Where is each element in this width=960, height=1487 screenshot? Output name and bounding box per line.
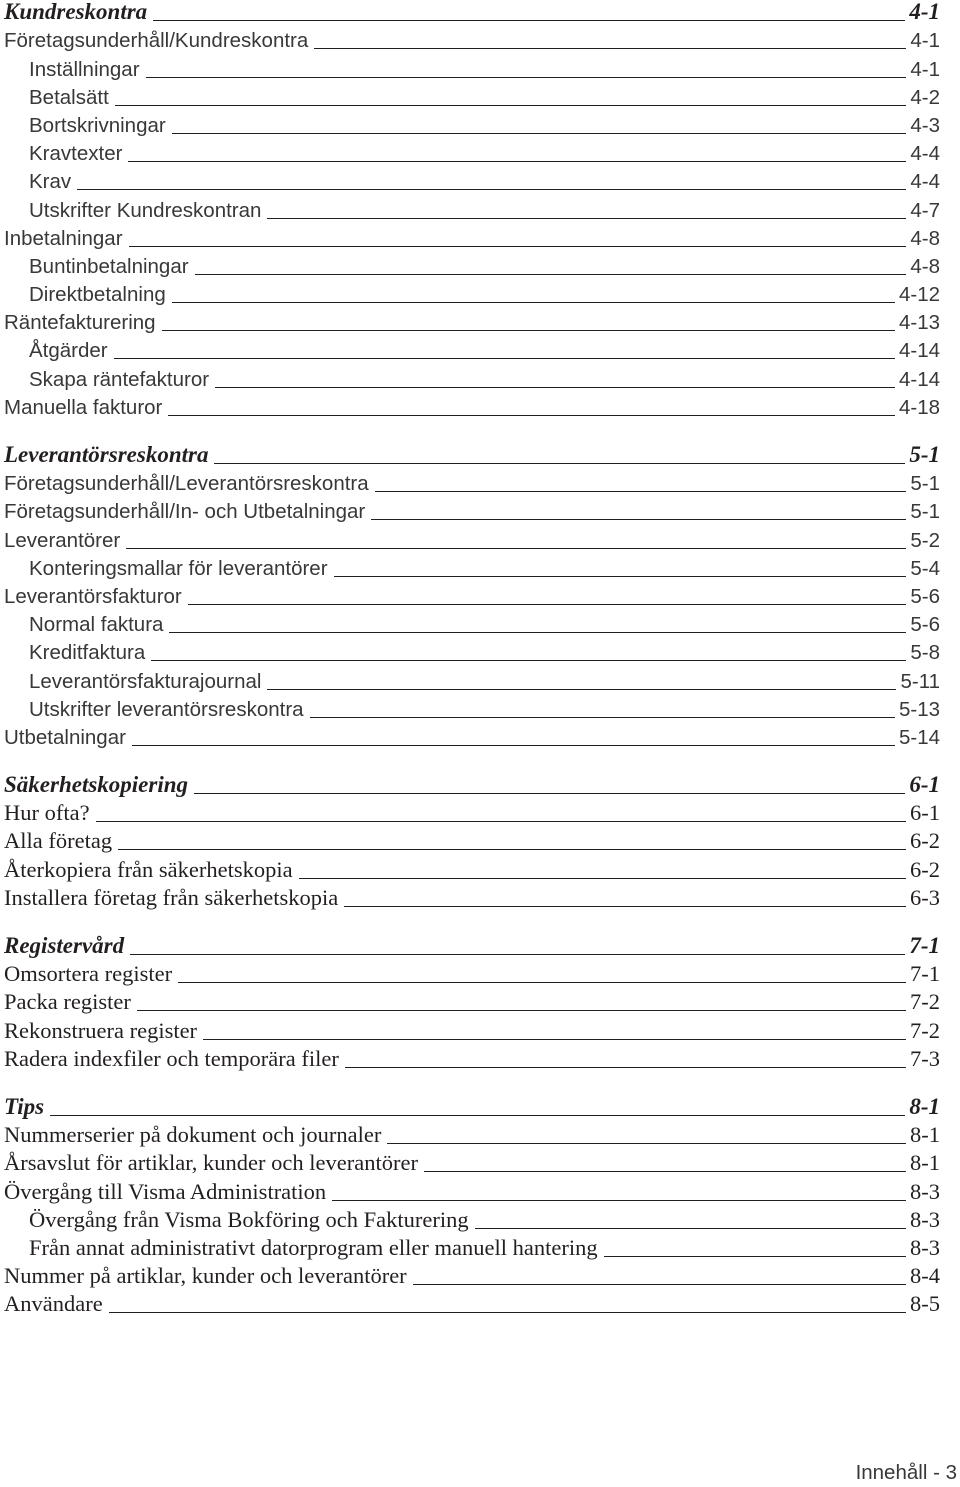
toc-leader-line: [178, 982, 906, 983]
toc-page-number: 4-1: [909, 0, 940, 25]
toc-entry: [4, 28, 940, 56]
toc-subentry: [4, 113, 940, 141]
toc-leader-line: [424, 1171, 906, 1172]
toc-page-number: 6-1: [909, 772, 940, 798]
toc-leader-line: [375, 491, 907, 492]
toc-leader-line: [332, 1200, 906, 1201]
toc-subentry: [4, 282, 940, 310]
toc-leader-line: [77, 189, 906, 190]
toc-entry: [4, 1123, 940, 1151]
toc-entry-label: Utskrifter Kundreskontran: [29, 198, 262, 222]
toc-entry-label: Återkopiera från säkerhetskopia: [4, 856, 293, 882]
toc-page-number: 5-1: [910, 500, 940, 524]
toc-entry: [4, 962, 940, 990]
toc-subentry: [4, 141, 940, 169]
toc-entry-label: Leverantörsfakturajournal: [29, 669, 262, 693]
toc-entry-label: Kreditfaktura: [29, 641, 146, 665]
toc-entry-label: Radera indexfiler och temporära filer: [4, 1045, 339, 1071]
toc-entry: [4, 1292, 940, 1320]
toc-entry-label: Kundreskontra: [4, 0, 148, 25]
toc-page-number: 4-18: [898, 395, 940, 419]
toc-page-number: 4-2: [910, 85, 940, 109]
toc-entry-label: Registervård: [4, 933, 125, 958]
toc-entry: [4, 857, 940, 885]
toc-entry-label: Från annat administrativt datorprogram eller manuell hantering: [29, 1234, 598, 1260]
toc-page-number: 6-1: [910, 800, 940, 826]
toc-subentry: [4, 697, 940, 725]
toc-page-number: 4-8: [910, 226, 940, 250]
toc-leader-line: [203, 1039, 906, 1040]
toc-page-number: 6-3: [910, 884, 940, 910]
toc-entry-label: Övergång till Visma Administration: [4, 1178, 327, 1204]
toc-leader-line: [126, 548, 906, 549]
toc-leader-line: [146, 77, 907, 78]
toc-entry-label: Säkerhetskopiering: [4, 772, 189, 798]
toc-entry-label: Rekonstruera register: [4, 1017, 198, 1043]
toc-page-number: 8-1: [909, 1093, 940, 1119]
toc-entry: [4, 226, 940, 254]
toc-subentry: [4, 366, 940, 394]
toc-entry: [4, 1179, 940, 1207]
toc-subentry: [4, 612, 940, 640]
toc-leader-line: [310, 717, 895, 718]
toc-leader-line: [130, 954, 905, 955]
toc-leader-line: [188, 604, 907, 605]
toc-chapter-heading: [4, 0, 940, 28]
toc-leader-line: [169, 632, 906, 633]
toc-page-number: 5-13: [898, 697, 940, 721]
toc-entry-label: Företagsunderhåll/Kundreskontra: [4, 29, 309, 53]
toc-section: [4, 443, 940, 753]
toc-leader-line: [195, 274, 907, 275]
toc-page-number: 4-1: [910, 29, 940, 53]
toc-page-number: 7-3: [910, 1045, 940, 1071]
toc-leader-line: [114, 358, 895, 359]
page-footer: Innehåll - 3: [855, 1461, 957, 1484]
toc-entry-label: Betalsätt: [29, 85, 109, 109]
toc-entry: [4, 310, 940, 338]
toc-entry-label: Konteringsmallar för leverantörer: [29, 556, 328, 580]
toc-entry: [4, 584, 940, 612]
toc-entry-label: Utskrifter leverantörsreskontra: [29, 697, 304, 721]
toc-page-number: 4-1: [910, 57, 940, 81]
toc-leader-line: [162, 330, 895, 331]
toc-entry-label: Hur ofta?: [4, 800, 90, 826]
toc-entry-label: Inbetalningar: [4, 226, 123, 250]
toc-entry: [4, 1018, 940, 1046]
toc-page-number: 4-14: [898, 339, 940, 363]
toc-page-number: 7-1: [910, 961, 940, 987]
toc-entry-label: Företagsunderhåll/Leverantörsreskontra: [4, 472, 369, 496]
toc-leader-line: [50, 1115, 905, 1116]
toc-leader-line: [115, 105, 907, 106]
toc-entry-label: Installera företag från säkerhetskopia: [4, 884, 339, 910]
toc-subentry: [4, 338, 940, 366]
toc-page-number: 5-1: [909, 442, 940, 467]
toc-entry: [4, 1151, 940, 1179]
toc-leader-line: [344, 906, 906, 907]
toc-leader-line: [413, 1284, 906, 1285]
toc-leader-line: [194, 793, 905, 794]
toc-page-number: 6-2: [910, 828, 940, 854]
toc-entry: [4, 499, 940, 527]
toc-section: [4, 934, 940, 1075]
toc-entry: [4, 527, 940, 555]
toc-entry-label: Leverantörsreskontra: [4, 442, 209, 467]
toc-entry-label: Leverantörer: [4, 528, 121, 552]
toc-leader-line: [334, 576, 907, 577]
toc-page-number: 4-4: [910, 142, 940, 166]
toc-leader-line: [118, 849, 906, 850]
toc-page-number: 5-2: [910, 528, 940, 552]
toc-leader-line: [109, 1312, 906, 1313]
toc-page-number: 6-2: [910, 856, 940, 882]
toc-page-number: 8-5: [910, 1291, 940, 1317]
toc-entry-label: Årsavslut för artiklar, kunder och leverantörer: [4, 1150, 418, 1176]
toc-leader-line: [132, 745, 895, 746]
toc-entry-label: Nummer på artiklar, kunder och leverantörer: [4, 1263, 407, 1289]
toc-entry-label: Övergång från Visma Bokföring och Fakturering: [29, 1206, 469, 1232]
toc-entry: [4, 725, 940, 753]
toc-entry: [4, 990, 940, 1018]
toc-leader-line: [128, 161, 906, 162]
toc-subentry: [4, 640, 940, 668]
toc-entry-label: Inställningar: [29, 57, 140, 81]
table-of-contents: [4, 0, 940, 1340]
toc-leader-line: [345, 1067, 906, 1068]
toc-page-number: 8-1: [910, 1150, 940, 1176]
toc-entry: [4, 801, 940, 829]
toc-page-number: 7-1: [909, 933, 940, 958]
toc-section: [4, 0, 940, 423]
toc-page-number: 5-6: [910, 613, 940, 637]
toc-page-number: 4-12: [898, 283, 940, 307]
toc-page-number: 5-6: [910, 584, 940, 608]
toc-entry: [4, 829, 940, 857]
toc-entry-label: Skapa räntefakturor: [29, 367, 210, 391]
toc-subentry: [4, 1236, 940, 1264]
toc-page-number: 4-7: [910, 198, 940, 222]
toc-chapter-heading: [4, 1095, 940, 1123]
toc-section: [4, 1095, 940, 1321]
toc-page-number: 8-3: [910, 1206, 940, 1232]
toc-leader-line: [215, 387, 895, 388]
toc-entry: [4, 395, 940, 423]
toc-subentry: [4, 197, 940, 225]
toc-page-number: 7-2: [910, 1017, 940, 1043]
toc-leader-line: [168, 415, 895, 416]
toc-entry-label: Tips: [4, 1093, 45, 1119]
toc-page-number: 4-14: [898, 367, 940, 391]
toc-leader-line: [172, 133, 907, 134]
toc-entry-label: Omsortera register: [4, 961, 173, 987]
toc-subentry: [4, 668, 940, 696]
toc-page-number: 8-4: [910, 1263, 940, 1289]
toc-page-number: 4-4: [910, 170, 940, 194]
toc-chapter-heading: [4, 443, 940, 471]
toc-leader-line: [475, 1228, 906, 1229]
toc-leader-line: [137, 1010, 906, 1011]
toc-entry: [4, 1047, 940, 1075]
toc-entry-label: Packa register: [4, 989, 131, 1015]
toc-entry-label: Krav: [29, 170, 72, 194]
toc-entry-label: Alla företag: [4, 828, 113, 854]
toc-page-number: 5-8: [910, 641, 940, 665]
toc-leader-line: [267, 689, 896, 690]
toc-leader-line: [153, 20, 905, 21]
toc-chapter-heading: [4, 934, 940, 962]
toc-leader-line: [172, 302, 895, 303]
toc-page-number: 8-3: [910, 1234, 940, 1260]
toc-leader-line: [214, 463, 905, 464]
toc-subentry: [4, 556, 940, 584]
toc-page-number: 5-14: [898, 725, 940, 749]
toc-entry-label: Kravtexter: [29, 142, 123, 166]
toc-leader-line: [387, 1143, 906, 1144]
toc-subentry: [4, 1208, 940, 1236]
toc-entry-label: Buntinbetalningar: [29, 254, 189, 278]
toc-entry: [4, 1264, 940, 1292]
toc-entry: [4, 471, 940, 499]
toc-entry-label: Räntefakturering: [4, 311, 156, 335]
toc-page-number: 8-3: [910, 1178, 940, 1204]
toc-leader-line: [604, 1256, 906, 1257]
toc-entry-label: Leverantörsfakturor: [4, 584, 182, 608]
toc-leader-line: [299, 878, 906, 879]
toc-page-number: 5-11: [900, 669, 940, 693]
toc-entry-label: Utbetalningar: [4, 725, 126, 749]
toc-page-number: 4-3: [910, 113, 940, 137]
toc-section: [4, 773, 940, 914]
toc-page-number: 5-4: [910, 556, 940, 580]
toc-entry-label: Användare: [4, 1291, 103, 1317]
toc-page-number: 5-1: [910, 472, 940, 496]
toc-entry-label: Direktbetalning: [29, 283, 166, 307]
toc-page-number: 4-13: [898, 311, 940, 335]
toc-subentry: [4, 169, 940, 197]
toc-entry: [4, 886, 940, 914]
toc-subentry: [4, 56, 940, 84]
toc-leader-line: [371, 519, 906, 520]
toc-leader-line: [267, 218, 906, 219]
toc-entry-label: Bortskrivningar: [29, 113, 166, 137]
toc-leader-line: [151, 660, 906, 661]
toc-entry-label: Manuella fakturor: [4, 395, 163, 419]
toc-entry-label: Normal faktura: [29, 613, 164, 637]
toc-entry-label: Åtgärder: [29, 339, 108, 363]
toc-entry-label: Företagsunderhåll/In- och Utbetalningar: [4, 500, 366, 524]
toc-page-number: 4-8: [910, 254, 940, 278]
toc-chapter-heading: [4, 773, 940, 801]
toc-page-number: 8-1: [910, 1122, 940, 1148]
toc-subentry: [4, 254, 940, 282]
toc-leader-line: [129, 246, 907, 247]
toc-subentry: [4, 85, 940, 113]
toc-leader-line: [314, 48, 906, 49]
toc-page-number: 7-2: [910, 989, 940, 1015]
toc-leader-line: [96, 821, 906, 822]
toc-entry-label: Nummerserier på dokument och journaler: [4, 1122, 382, 1148]
